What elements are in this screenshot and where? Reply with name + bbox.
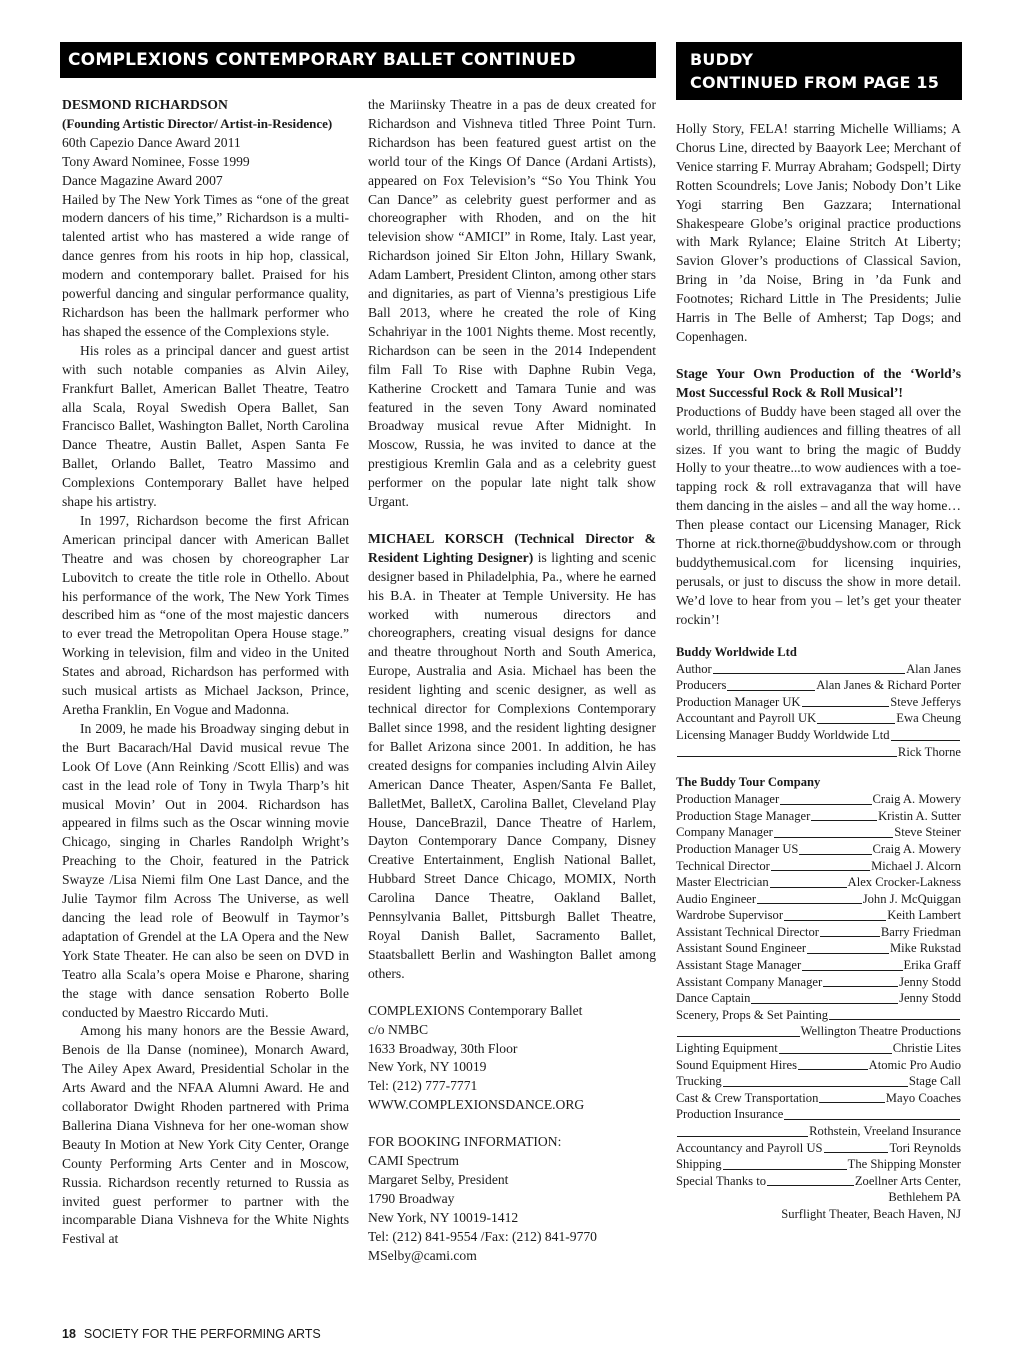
credit-row bbox=[676, 1123, 961, 1140]
award-line: Dance Magazine Award 2007 bbox=[62, 172, 223, 188]
credit-role: Master Electrician bbox=[676, 875, 769, 890]
booking-line: 1790 Broadway bbox=[368, 1190, 455, 1206]
column-2 bbox=[368, 96, 656, 1265]
bio-paragraph: is lighting and scenic designer based in Philadelphia, Pa., where he earned his B.A. in Theater at Temple University. He has worked with numerous directors and choreographers, creating visual designs for dance and theatre throughout North and South America, Europe, Australia and Asia. Michael has been the resident lighting and scenic designer, as well as technical director for Complexions Contemporary Ballet since 1998, and the resident lighting designer for Ballet Arizona since 2001. In addition, he has created designs for companies including Alvin Ailey American Dance Theater, Aspen/Santa Fe Ballet, BalletMet, BalletX, Carolina Ballet, Cleveland Play House, DanceBrazil, Dance Theatre of Harlem, Dayton Contemporary Dance Company, Disney Creative Entertainment, English National Ballet, Hubbard Street Dance Chicago, MOMIX, North Carolina Dance Theatre, Oakland Ballet, Pennsylvania Ballet, Pittsburgh Ballet Theatre, Royal Danish Ballet, Sacramento Ballet, Staatsballett Berlin and Washington Ballet among others. bbox=[368, 549, 656, 981]
booking-line: New York, NY 10019-1412 bbox=[368, 1209, 519, 1225]
credits-heading: The Buddy Tour Company bbox=[676, 775, 821, 790]
credit-role: Cast & Crew Transportation bbox=[676, 1090, 819, 1105]
credit-name: Craig A. Mowery bbox=[872, 792, 961, 807]
bio-role: (Founding Artistic Director/ Artist-in-Residence) bbox=[62, 115, 333, 131]
credit-role: Scenery, Props & Set Painting bbox=[676, 1007, 829, 1022]
credit-name: Alan Janes & Richard Porter bbox=[816, 678, 961, 693]
credit-role: Production Insurance bbox=[676, 1107, 784, 1122]
address-block bbox=[368, 1002, 656, 1115]
bio-paragraph: Among his many honors are the Bessie Award, Benois de lla Danse (nominee), Monarch Award, The Ailey Apex Award, Presidential Scholar in the Arts Award and the NFAA Alumni Award. He and collaborator Dwight Rhoden partnered with Prima Ballerina Diana Vishneva for her one-woman show Beauty In Motion at New York City Center, Orange County Performing Arts Center and in Moscow, Russia. Richardson recently returned to Russia as invited guest performer to partner with the incomparable Diana Vishneva for the White Nights Festival at bbox=[62, 1023, 349, 1247]
credit-row bbox=[676, 891, 961, 908]
credit-role: Lighting Equipment bbox=[676, 1041, 778, 1056]
credit-name: Atomic Pro Audio bbox=[868, 1057, 961, 1072]
credit-row bbox=[676, 1106, 961, 1123]
credit-row bbox=[676, 1173, 961, 1190]
booking-line: Tel: (212) 841-9554 /Fax: (212) 841-9770 bbox=[368, 1228, 597, 1244]
publication-name: SOCIETY FOR THE PERFORMING ARTS bbox=[83, 1327, 321, 1341]
credit-role: Producers bbox=[676, 678, 727, 693]
credit-name: Kristin A. Sutter bbox=[878, 808, 961, 823]
credits-list bbox=[676, 1140, 961, 1190]
credits-list bbox=[676, 1040, 961, 1106]
award-line: Tony Award Nominee, Fosse 1999 bbox=[62, 153, 250, 169]
credit-role: Company Manager bbox=[676, 825, 773, 840]
credit-role: Technical Director bbox=[676, 858, 770, 873]
credit-role: Wardrobe Supervisor bbox=[676, 908, 784, 923]
credit-row bbox=[676, 1156, 961, 1173]
booking-line: CAMI Spectrum bbox=[368, 1153, 459, 1169]
credit-row bbox=[676, 1040, 961, 1057]
credit-name: Steve Jefferys bbox=[890, 694, 961, 709]
credit-role: Accountant and Payroll UK bbox=[676, 711, 817, 726]
credit-name: Tori Reynolds bbox=[889, 1140, 961, 1155]
credit-row bbox=[676, 924, 961, 941]
credit-row bbox=[676, 907, 961, 924]
booking-block bbox=[368, 1133, 656, 1265]
header-title: BUDDY bbox=[690, 50, 754, 69]
address-line: COMPLEXIONS Contemporary Ballet bbox=[368, 1002, 583, 1018]
credit-name: Bethlehem PA bbox=[888, 1190, 961, 1205]
credit-name: Ewa Cheung bbox=[896, 711, 961, 726]
credits-paragraph: Holly Story, FELA! starring Michelle Williams; A Chorus Line, directed by Baayork Lee; Merchant of Venice starring F. Murray Abraham; Godspell; Dirty Rotten Scoundrels; Love Janis; Nobody Don’t Like Yogi starring Ben Gazzara; International Shakespeare Globe’s original practice productions with Mark Rylance; Elaine Stritch At Liberty; Savion Glover’s productions of Classical Savion, Bring in ’da Noise, Bring in ’da Funk and Footnotes; Richard Little in The Presidents; Julie Harris in The Belle of Amherst; Tap Dogs; and Copenhagen. bbox=[676, 121, 961, 344]
column-1 bbox=[62, 96, 349, 1249]
credit-row bbox=[676, 1140, 961, 1157]
credit-role: Trucking bbox=[676, 1074, 722, 1089]
credit-name: Rick Thorne bbox=[897, 744, 961, 759]
credits-list bbox=[676, 661, 961, 727]
credit-name: Steve Steiner bbox=[894, 825, 961, 840]
website-link: WWW.COMPLEXIONSDANCE.ORG bbox=[368, 1097, 585, 1113]
credit-role: Production Manager US bbox=[676, 841, 799, 856]
credit-row bbox=[676, 710, 961, 727]
credit-row bbox=[676, 677, 961, 694]
booking-line: FOR BOOKING INFORMATION: bbox=[368, 1134, 562, 1150]
credit-name: John J. McQuiggan bbox=[862, 891, 961, 906]
credit-row bbox=[676, 694, 961, 711]
credit-name: Michael J. Alcorn bbox=[871, 858, 961, 873]
booking-line: Margaret Selby, President bbox=[368, 1171, 509, 1187]
credit-row bbox=[676, 841, 961, 858]
credit-row bbox=[676, 858, 961, 875]
bio-paragraph: Hailed by The New York Times as “one of the great modern dancers of his time,” Richardson is a multi-talented artist who has mastered a wide range of dance genres from his roots in hip hop, classical, modern and contemporary ballet. Praised for his powerful dancing and singular performance quality, Richardson has been the hallmark performer who has shaped the essence of the Complexions style. bbox=[62, 191, 349, 339]
credit-role: Assistant Sound Engineer bbox=[676, 941, 807, 956]
credit-row bbox=[676, 974, 961, 991]
promo-heading: Stage Your Own Production of the ‘World’s Most Successful Rock & Roll Musical’! bbox=[676, 365, 961, 400]
credit-name: The Shipping Monster bbox=[847, 1157, 961, 1172]
credit-role: Licensing Manager Buddy Worldwide Ltd bbox=[676, 727, 890, 742]
credit-name: Craig A. Mowery bbox=[872, 841, 961, 856]
credit-role: Audio Engineer bbox=[676, 891, 757, 906]
credit-name: Rothstein, Vreeland Insurance bbox=[809, 1124, 961, 1138]
credit-name: Erika Graff bbox=[903, 958, 961, 973]
credit-name: Christie Lites bbox=[892, 1041, 961, 1056]
credit-name: Stage Call bbox=[908, 1074, 961, 1089]
credit-role: Sound Equipment Hires bbox=[676, 1057, 798, 1072]
bio-name: MICHAEL KORSCH (Technical Director & Resident Lighting Designer) bbox=[368, 530, 656, 565]
credit-name: Barry Friedman bbox=[880, 924, 961, 939]
address-line: New York, NY 10019 bbox=[368, 1059, 487, 1075]
credit-role: Production Manager UK bbox=[676, 694, 801, 709]
bio-paragraph: In 1997, Richardson become the first African American principal dancer with American Ballet Theatre and was chosen by choreographer Lar Lubovitch to create the title role in Othello. About his performance of the work, The New York Times described him as “one of the most majestic dancers to ever tread the Metropolitan Opera House stage.” Working in television, film and video in the United States and abroad, Richardson has performed with such musical artists as Michael Jackson, Prince, Aretha Franklin, En Vogue and Madonna. bbox=[62, 512, 349, 717]
page-number: 18 bbox=[62, 1327, 76, 1341]
credit-row bbox=[676, 940, 961, 957]
credit-row bbox=[676, 744, 961, 761]
bio-paragraph: His roles as a principal dancer and guest artist with such notable companies as Alvin Ailey, Frankfurt Ballet, American Ballet Theatre, Teatro alla Scala, Royal Swedish Opera Ballet, San Francisco Ballet, Washington Ballet, North Carolina Dance Theatre, Austin Ballet, Aspen Santa Fe Ballet, Orlando Ballet, Teatro Massimo and Complexions Contemporary Ballet have helped shape his artistry. bbox=[62, 342, 349, 510]
credit-row bbox=[676, 808, 961, 825]
credit-role: Accountancy and Payroll US bbox=[676, 1140, 823, 1155]
credit-name: Wellington Theatre Productions bbox=[800, 1024, 961, 1039]
credit-row bbox=[676, 1073, 961, 1090]
credit-role: Shipping bbox=[676, 1157, 722, 1172]
credit-role: Dance Captain bbox=[676, 991, 751, 1006]
credit-row bbox=[676, 824, 961, 841]
address-line: c/o NMBC bbox=[368, 1021, 429, 1037]
credit-role: Production Stage Manager bbox=[676, 808, 811, 823]
credits-list bbox=[676, 791, 961, 1007]
credit-row bbox=[676, 1007, 961, 1024]
credit-name: Jenny Stodd bbox=[899, 991, 961, 1006]
promo-paragraph: Productions of Buddy have been staged all over the world, thrilling audiences and filling theatres of all sizes. If you want to bring the magic of Buddy Holly to your theatre...to wow audiences with a toe-tapping rock & roll extravaganza that will have them dancing in the aisles – and all the way home… Then please contact our Licensing Manager, Rick Thorne at rick.thorne@buddyshow.com or through buddythemusical.com for licensing inquiries, perusals, or just to discuss the show in more detail. We’d love to hear from you – let’s get your theater rockin’! bbox=[676, 403, 961, 627]
credit-row bbox=[676, 1090, 961, 1107]
credit-role: Assistant Stage Manager bbox=[676, 958, 802, 973]
header-text: COMPLEXIONS CONTEMPORARY BALLET CONTINUED bbox=[68, 50, 576, 70]
credit-name: Alex Crocker-Lakness bbox=[847, 875, 961, 890]
credit-name: Keith Lambert bbox=[887, 908, 961, 923]
credit-name: Mayo Coaches bbox=[885, 1090, 961, 1105]
address-line: 1633 Broadway, 30th Floor bbox=[368, 1040, 518, 1056]
credit-name: Jenny Stodd bbox=[899, 974, 961, 989]
credit-row bbox=[676, 874, 961, 891]
header-subtitle: CONTINUED FROM PAGE 15 bbox=[690, 73, 940, 92]
credit-name: Surflight Theater, Beach Haven, NJ bbox=[781, 1206, 961, 1221]
section-header-complexions bbox=[60, 42, 656, 78]
credit-role: Assistant Technical Director bbox=[676, 924, 819, 939]
credit-role: Production Manager bbox=[676, 792, 780, 807]
credits-heading: Buddy Worldwide Ltd bbox=[676, 644, 797, 659]
address-line: Tel: (212) 777-7771 bbox=[368, 1078, 478, 1094]
credit-name: Zoellner Arts Center, bbox=[854, 1173, 961, 1188]
credit-row bbox=[676, 727, 961, 744]
credit-row bbox=[676, 661, 961, 678]
award-line: 60th Capezio Dance Award 2011 bbox=[62, 134, 241, 150]
bio-name: DESMOND RICHARDSON bbox=[62, 97, 228, 112]
credit-row bbox=[676, 791, 961, 808]
email-link: MSelby@cami.com bbox=[368, 1247, 477, 1263]
page-footer bbox=[62, 1328, 321, 1341]
credit-role: Special Thanks to bbox=[676, 1173, 767, 1188]
column-3 bbox=[676, 120, 961, 1223]
credit-row bbox=[676, 957, 961, 974]
bio-paragraph: In 2009, he made his Broadway singing debut in the Burt Bacarach/Hal David musical revue The Look Of Love (Ann Reinking /Scott Ellis) and was cast in the lead role of Tony in Twyla Tharp’s hit musical Movin’ Out in 2004. Richardson has appeared in films such as the Oscar winning movie Chicago, singing in Charles Randolph Wright’s Preaching to the Choir, featured in the Patrick Swayze /Lisa Niemi film One Last Dance, and the Julie Taymor film Across The Universe, as well dancing the lead role of Beowulf in Taymor’s adaptation of Grendel at the LA Opera and the New York State Theater. He can also be seen on DVD in Teatro alla Scala’s opera Moise e Pharone, sharing the stage with dance sensation Roberto Bolle conducted by Maestro Riccardo Muti. bbox=[62, 720, 349, 1020]
credit-row bbox=[676, 1057, 961, 1074]
credit-row bbox=[676, 990, 961, 1007]
credit-name: Mike Rukstad bbox=[889, 941, 961, 956]
credit-role: Assistant Company Manager bbox=[676, 974, 823, 989]
credit-role: Author bbox=[676, 661, 712, 676]
credit-row bbox=[676, 1023, 961, 1040]
bio-paragraph: the Mariinsky Theatre in a pas de deux created for Richardson and Vishneva titled Three Point Turn. Richardson has been featured guest artist on the world tour of the Kings Of Dance (Ardani Artists), appeared on Fox Television’s “So You Think You Can Dance” as celebrity guest performer and as choreographer with Rhoden, and on the hit television show “AMICI” in Rome, Italy. Last year, Richardson joined Sir Elton John, Hillary Swank, Adam Lambert, President Clinton, among other stars and dignitaries, as part of Vienna’s prestigious Life Ball 2013, where he created the role of King Schahriyar in the 1001 Nights theme. Most recently, Richardson can be seen in the 2014 Independent film Fall To Rise with Daphne Rubin Vega, Katherine Crockett and Tamara Tunie and was featured in the seven Tony Award nominated Broadway musical revue After Midnight. In Moscow, Russia, he was invited to dance at the prestigious Kremlin Gala and as a celebrity guest performer on the popular late night talk show Urgant. bbox=[368, 97, 656, 510]
credit-name: Alan Janes bbox=[906, 661, 961, 676]
section-header-buddy bbox=[676, 42, 962, 100]
